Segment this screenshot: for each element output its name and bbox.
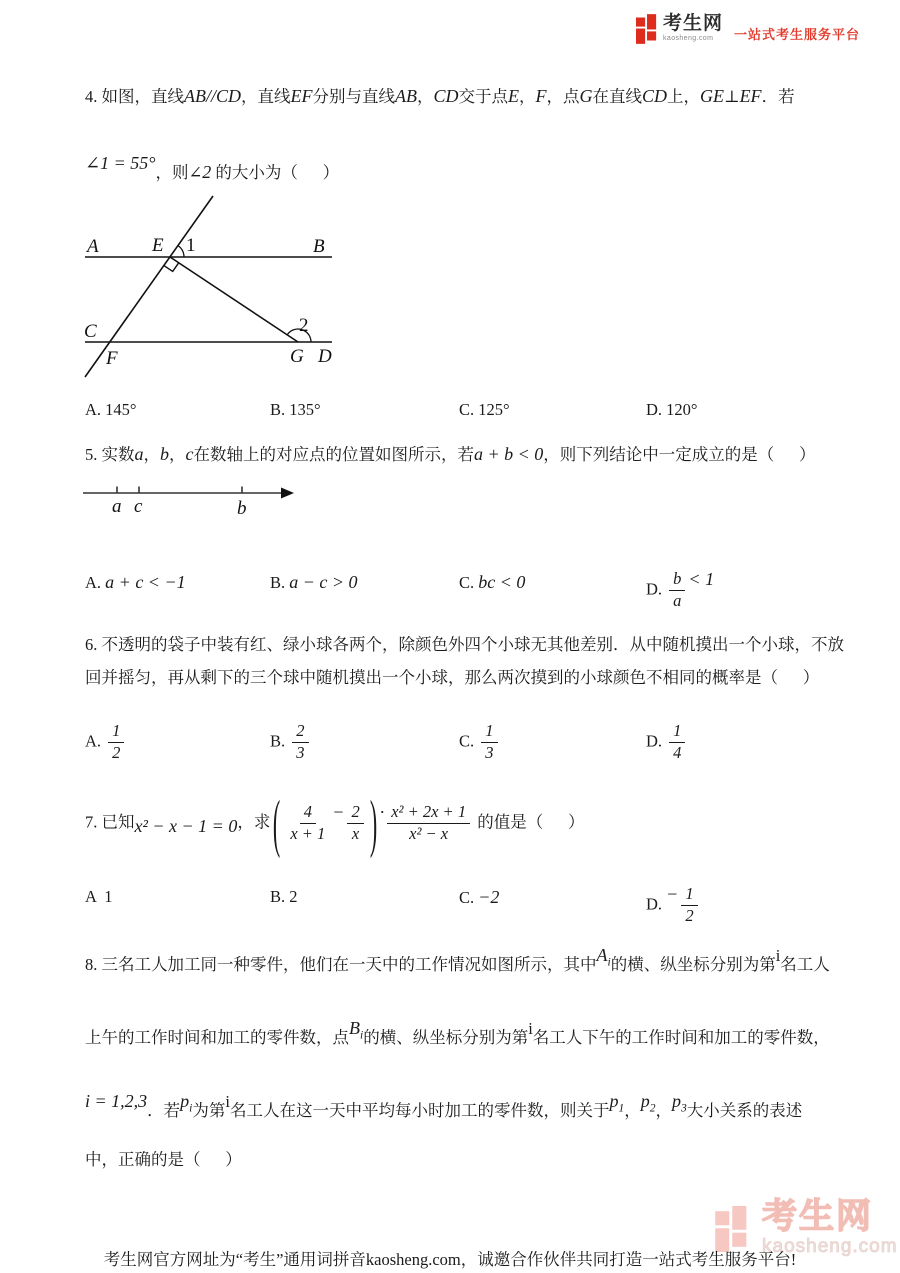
q7-text: 7. 已知x² − x − 1 = 0，求 ( $\frac{4}{x + 1}$ − $\frac{2}{x}$ ) · $\frac{\text{x² + 2x + 1}}{\text{x² − x}}$ 的值是（ ） xyxy=(85,786,585,861)
q8-line-2: 上午的工作时间和加工的零件数，点$B_i$的横、纵坐标分别为第i名工人下午的工作时间和加工的零件数， xyxy=(85,1018,830,1047)
q6-option-a: A. $\frac{1}{2}$ xyxy=(85,722,270,763)
figure-label-A: A xyxy=(87,236,99,257)
q7-option-b: B. 2 xyxy=(270,887,298,906)
q4-line-2: ∠1 = 55°，则∠2 的大小为（ ） xyxy=(85,153,340,182)
brand-domain: kaosheng.com xyxy=(663,35,714,42)
brand-name: 考生网 xyxy=(663,13,724,34)
q6-options xyxy=(85,722,688,763)
q5-numberline-figure xyxy=(75,473,303,523)
q4-option-a: A. 145° xyxy=(85,400,137,419)
brand-text xyxy=(663,14,723,42)
q6-line-1: 6. 不透明的袋子中装有红、绿小球各两个，除颜色外四个小球无其他差别．从中随机摸出一个小球，不放 xyxy=(85,635,844,654)
q6-option-c: C. $\frac{1}{3}$ xyxy=(459,722,646,763)
numberline-label-a: a xyxy=(112,496,122,517)
q4-geometry-figure xyxy=(60,190,360,385)
figure-label-F: F xyxy=(106,348,118,369)
q7-option-c: C. −2 xyxy=(459,887,500,907)
q5-option-b: B. a − c > 0 xyxy=(270,572,358,592)
q8-line-3: i = 1,2,3．若$p_i$为第i名工人在这一天中平均每小时加工的零件数，则关于$p_1$，$p_2$，$p_3$大小关系的表述 xyxy=(85,1091,803,1120)
q4-option-d: D. 120° xyxy=(646,400,698,419)
q6-option-b: B. $\frac{2}{3}$ xyxy=(270,722,459,763)
q7-option-d: D. − $\frac{1}{2}$ xyxy=(646,885,701,926)
q8-line-4: 中，正确的是（ ） xyxy=(85,1150,242,1169)
q4-option-b: B. 135° xyxy=(270,400,321,419)
figure-label-G: G xyxy=(290,346,304,367)
numberline-arrow xyxy=(281,488,294,499)
q8-line-1: 8. 三名工人加工同一种零件，他们在一天中的工作情况如图所示，其中$A_i$的横、纵坐标分别为第i名工人 xyxy=(85,945,830,974)
q6-line-2: 回并摇匀，再从剩下的三个球中随机摸出一个小球，那么两次摸到的小球颜色不相同的概率是（ ） xyxy=(85,668,820,687)
q5-text: 5. 实数a，b，c在数轴上的对应点的位置如图所示，若a + b < 0，则下列结论中一定成立的是（ ） xyxy=(85,444,816,464)
figure-label-D: D xyxy=(318,346,332,367)
footer-text: 考生网官方网址为“考生”通用词拼音kaosheng.com，诚邀合作伙伴共同打造一站式考生服务平台! xyxy=(103,1250,797,1269)
numberline-label-c: c xyxy=(134,496,143,517)
q5-option-d: D. $\frac{b}{a}$ < 1 xyxy=(646,569,715,610)
figure-label-angle2: 2 xyxy=(299,315,309,336)
kaosheng-logo-icon xyxy=(636,14,659,44)
q5-options xyxy=(85,570,714,611)
brand-tagline: 一站式考生服务平台 xyxy=(734,27,861,42)
q4-line-1: 4. 如图，直线AB//CD，直线EF分别与直线AB，CD交于点E，F，点G在直线CD上，GE⊥EF．若 xyxy=(85,86,795,106)
q5-option-c: C. bc < 0 xyxy=(459,572,526,592)
q7-options xyxy=(85,885,701,926)
figure-label-angle1: 1 xyxy=(186,235,196,256)
figure-label-B: B xyxy=(313,236,325,257)
figure-label-C: C xyxy=(84,321,97,342)
site-logo xyxy=(636,14,860,44)
q6-option-d: D. $\frac{1}{4}$ xyxy=(646,722,688,763)
figure-label-E: E xyxy=(152,235,164,256)
numberline-label-b: b xyxy=(237,498,247,519)
q7-option-a: A 1 xyxy=(85,887,113,906)
watermark-domain: kaosheng.com xyxy=(762,1236,898,1257)
q4-options xyxy=(85,398,698,422)
watermark-name: 考生网 xyxy=(762,1197,874,1236)
q5-option-a: A. a + c < −1 xyxy=(85,572,186,592)
q4-option-c: C. 125° xyxy=(459,400,510,419)
